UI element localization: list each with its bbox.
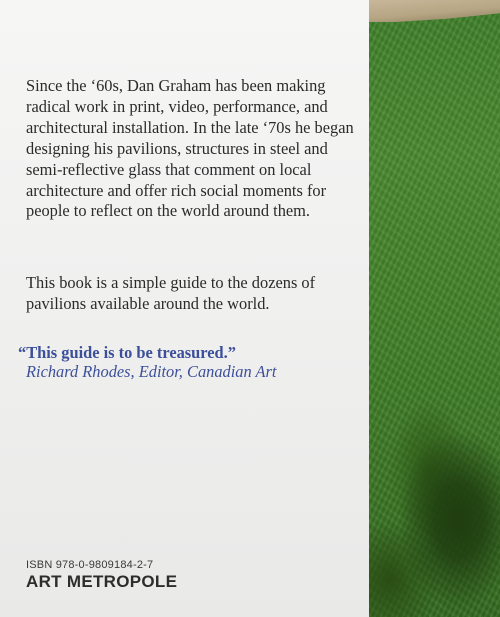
isbn-number: ISBN 978-0-9809184-2-7 [26, 559, 154, 571]
grass-photo-strip [369, 0, 500, 617]
review-quote: “This guide is to be treasured.” [18, 343, 236, 362]
description-paragraph-1: Since the ‘60s, Dan Graham has been making radical work in print, video, performance, and architectural installation. In the late ‘70s he began designing his pavilions, structures in steel and semi-reflective glass that comment on local architecture and offer rich social moments for people to reflect on the world around them. [26, 76, 354, 221]
quote-attribution: Richard Rhodes, Editor, Canadian Art [26, 362, 277, 381]
publisher-name: ART METROPOLE [26, 572, 178, 591]
description-paragraph-2: This book is a simple guide to the dozens of pavilions available around the world. [26, 273, 316, 313]
